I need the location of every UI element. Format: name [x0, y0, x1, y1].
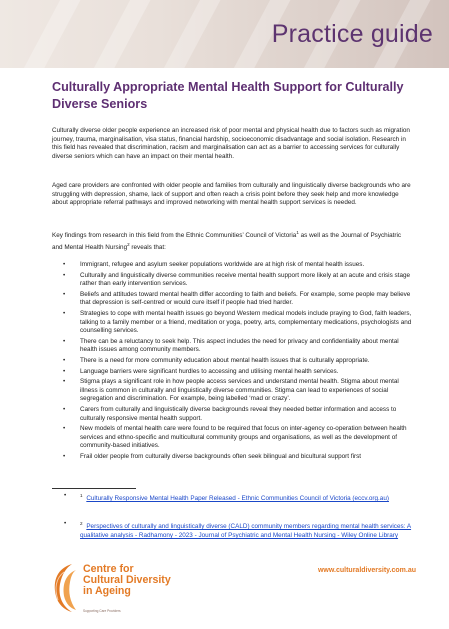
header-banner — [0, 0, 449, 68]
footnote-ref-2: 2 — [127, 241, 130, 247]
website-url[interactable]: www.culturaldiversity.com.au — [317, 567, 416, 574]
intro-paragraph-2: Aged care providers are confronted with older people and families from culturally and linguistically diverse backgrounds who are struggling with depression, shame, lack of support and often reach a crisis point before they seek help and more knowledge about appropriate referral pathways and improved networking with mental health support services is needed. — [52, 182, 411, 207]
list-item: • Frail older people from culturally diverse backgrounds often seek bilingual and bicultural support first — [63, 452, 362, 460]
intro-paragraph-1: Culturally diverse older people experience an increased risk of poor mental and physical health due to factors such as migration journey, trauma, marginalisation, visa status, financial hardship, socioeconomic disadvantage and social isolation. Research in this field has revealed that discrimination, racism and marginalisation can act as a barrier to accessing services for culturally diverse seniors which can have an impact on their mental health. — [52, 127, 410, 160]
list-item: • Beliefs and attitudes toward mental health differ according to faith and beliefs. For example, some people may believe that depression is self-centred or would cure itself if people had tried harder. — [63, 290, 411, 307]
list-item: • Strategies to cope with mental health issues go beyond Western medical models include praying to God, faith leaders, talking to a family member or a friend, meditation or yoga, poetry, arts, complementary medications, psychologists and counselling services. — [63, 309, 412, 335]
list-item: • Culturally and linguistically diverse communities receive mental health support more likely at an acute and crisis stage rather than early intervention services. — [63, 271, 411, 288]
list-item: • Carers from culturally and linguistically diverse backgrounds reveal they needed better information and access to culturally responsive mental health support. — [63, 405, 397, 422]
list-item: • New models of mental health care were found to be required that focus on inter-agency co-operation between health services and ethno-specific and multicultural community groups and organisations, as well as the development of community-based initiatives. — [63, 425, 407, 450]
footnote-divider — [52, 488, 136, 489]
footnote-ref-1: 1 — [296, 230, 299, 235]
key-findings-intro: Key findings from research in this field from the Ethnic Communities’ Council of Victoria$^1$ as well as the Journal of Psychiatric and Mental Health Nursing$^2$ reveals that: — [52, 230, 402, 251]
list-item: • There is a need for more community education about mental health issues that is culturally appropriate. — [63, 356, 370, 364]
footnote-link-wiley[interactable]: Perspectives of culturally and linguistically diverse (CALD) community members regarding mental health services: A qualitative analysis - Radhamony - 2023 - Journal of Psychiatric and Mental Health Nursing - Wiley Online Library — [80, 523, 412, 539]
footnote-1: • $^1$ Culturally Responsive Mental Health Paper Released - Ethnic Communities Council of Victoria (eccv.org.au) — [64, 492, 389, 503]
list-item: • Immigrant, refugee and asylum seeker populations worldwide are at high risk of mental health issues. — [63, 261, 365, 268]
list-item: • There can be a reluctancy to seek help. This aspect includes the need for privacy and confidentiality about mental health issues among community members. — [63, 337, 399, 354]
practice-guide-title: Practice guide — [271, 20, 433, 48]
list-item: • Language barriers were significant hurdles to accessing and utilising mental health services. — [63, 367, 339, 375]
footnote-2: • $^2$ Perspectives of culturally and linguistically diverse (CALD) community members regarding mental health services: A qualitative analysis - Radhamony - 2023 - Journal of Psychiatric and Mental Health Nursing - Wiley Online Library — [64, 520, 412, 539]
list-item: • Stigma plays a significant role in how people access services and understand mental health. Stigma about mental illness is common in culturally and linguistically diverse communities. Stigma can lead to experiences of social segregation and discrimination. For example, being labelled ‘mad or crazy’. — [63, 378, 399, 403]
key-findings-list — [52, 261, 414, 463]
logo-wordmark: Centre for Cultural Diversity in Ageing — [83, 563, 171, 597]
footnote-link-eccv[interactable]: Culturally Responsive Mental Health Paper Released - Ethnic Communities Council of Victoria (eccv.org.au) — [86, 495, 389, 503]
ccda-logo — [50, 562, 200, 618]
logo-tagline: Supporting Care Providers — [83, 609, 121, 613]
ccda-logo-mark-icon — [50, 562, 80, 614]
document-title: Culturally Appropriate Mental Health Support for Culturally Diverse Seniors — [52, 80, 404, 111]
